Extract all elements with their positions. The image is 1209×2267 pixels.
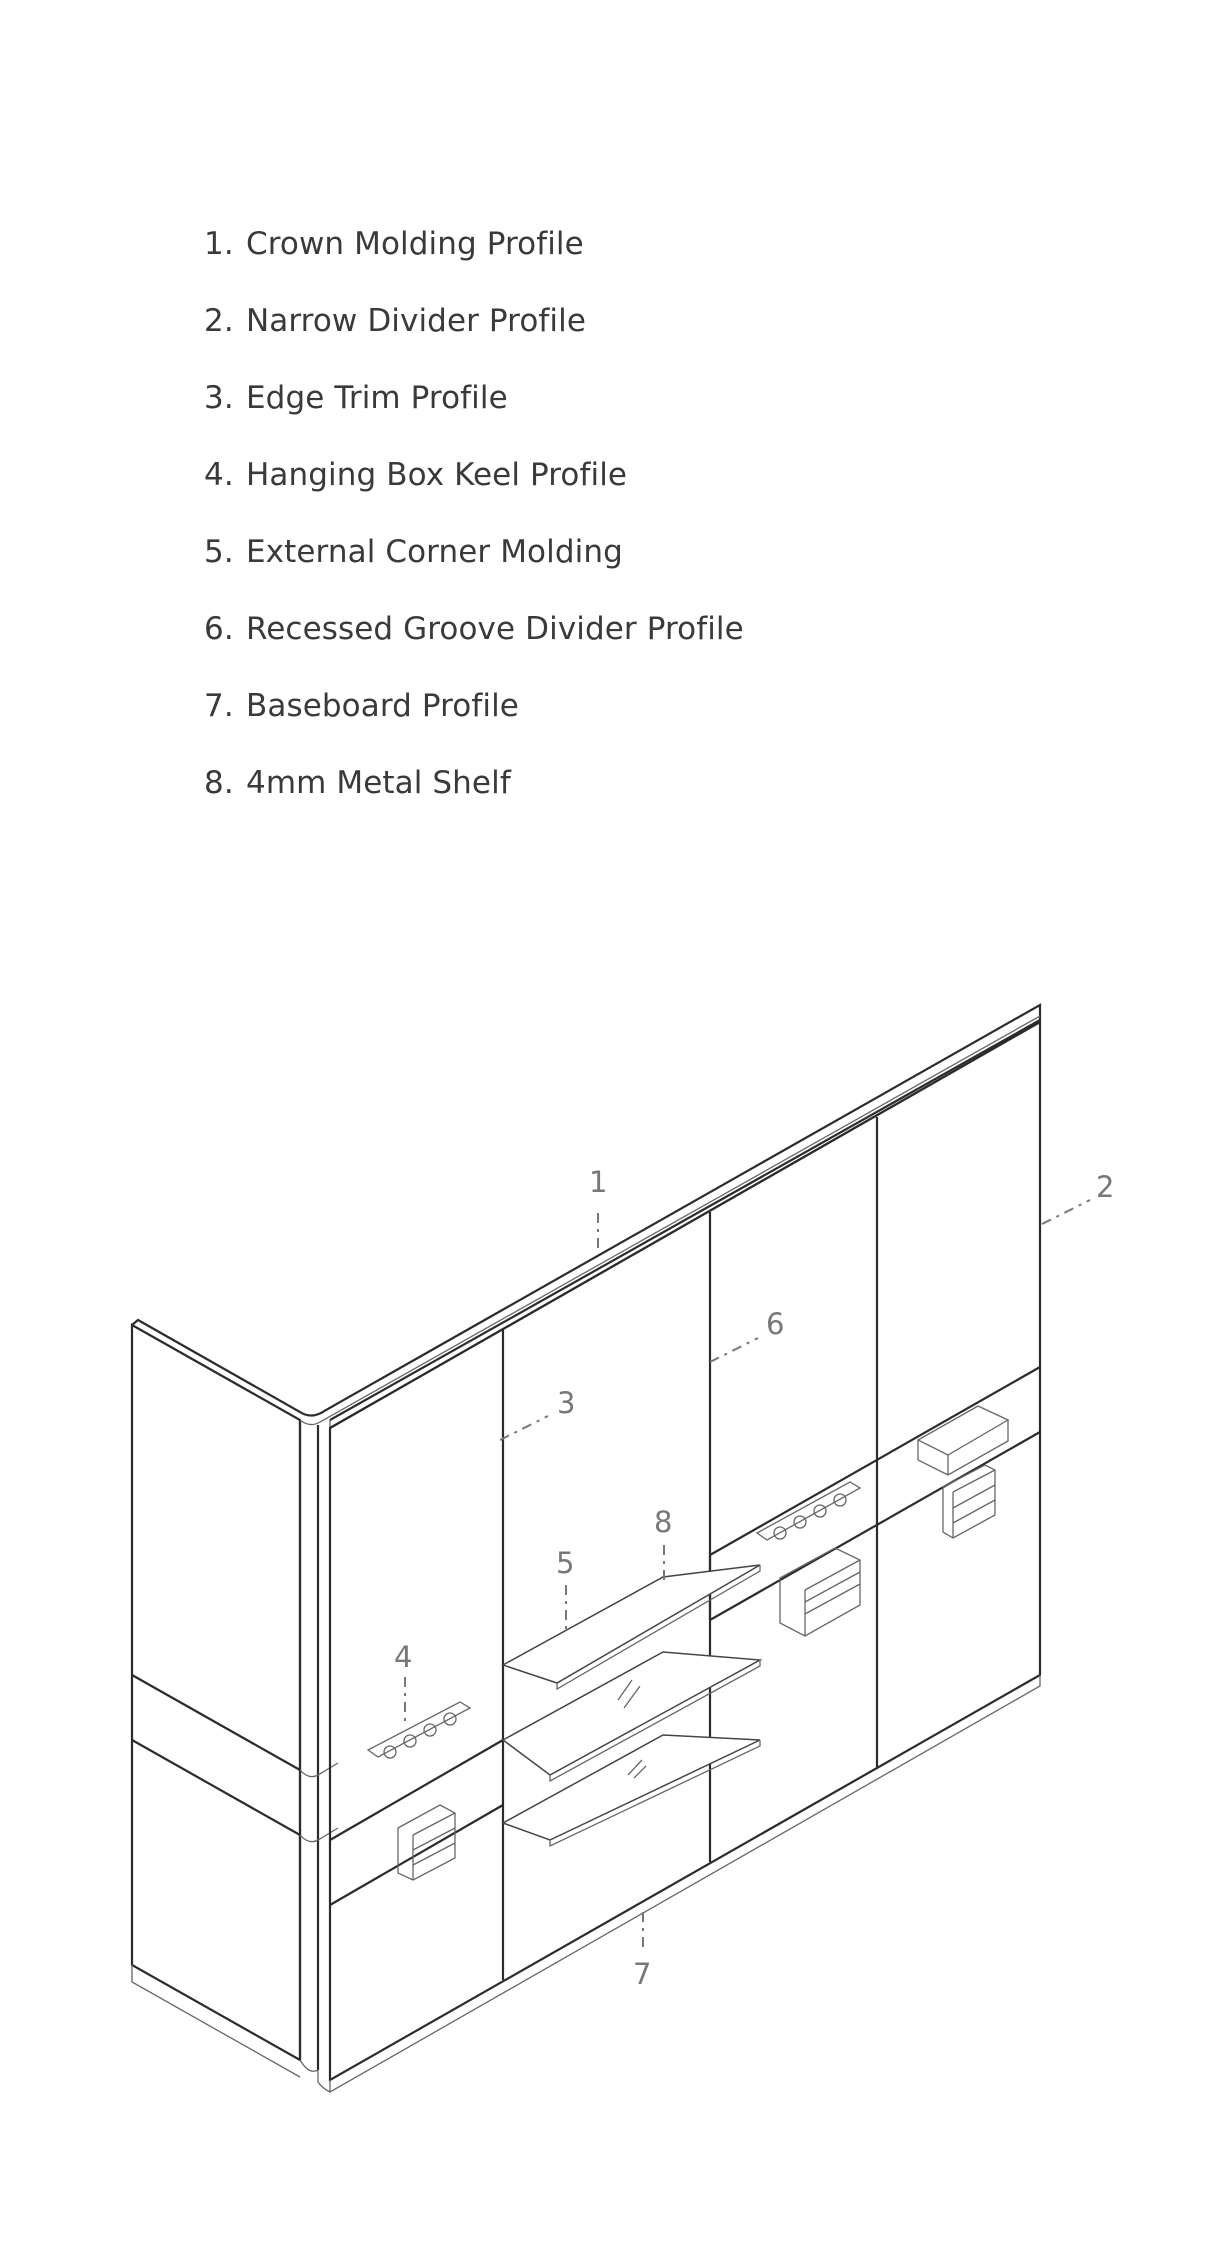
- legend-item: [204, 303, 744, 380]
- legend-label: Hanging Box Keel Profile: [246, 457, 628, 493]
- legend-label: Edge Trim Profile: [246, 380, 508, 416]
- legend-item: [204, 534, 744, 611]
- legend-label: Narrow Divider Profile: [246, 303, 587, 339]
- legend-item: [204, 226, 744, 303]
- callout-5: 5: [556, 1546, 575, 1580]
- legend-label: Crown Molding Profile: [246, 226, 584, 262]
- main-front-cabinet: [318, 1022, 1040, 2092]
- legend-item: [204, 457, 744, 534]
- legend-item: [204, 611, 744, 688]
- left-wing-cabinet: [132, 1320, 306, 2077]
- profile-legend: [204, 226, 744, 842]
- legend-label: Recessed Groove Divider Profile: [246, 611, 744, 647]
- callout-8: 8: [654, 1505, 673, 1539]
- legend-label: 4mm Metal Shelf: [246, 765, 511, 801]
- callout-4: 4: [394, 1640, 413, 1674]
- callout-7: 7: [633, 1957, 652, 1991]
- legend-number: 8.: [204, 765, 234, 801]
- legend-item: [204, 688, 744, 765]
- legend-number: 5.: [204, 534, 234, 570]
- legend-number: 3.: [204, 380, 234, 416]
- callout-6: 6: [766, 1307, 785, 1341]
- callout-2: 2: [1096, 1170, 1115, 1204]
- legend-number: 1.: [204, 226, 234, 262]
- legend-item: [204, 765, 744, 842]
- cabinet-isometric-diagram: [0, 980, 1209, 2130]
- callout-1: 1: [589, 1165, 608, 1199]
- legend-number: 7.: [204, 688, 234, 724]
- external-corner-molding-shape: [300, 1420, 338, 2071]
- legend-number: 6.: [204, 611, 234, 647]
- legend-label: Baseboard Profile: [246, 688, 519, 724]
- crown-molding-shape: [132, 1005, 1040, 1428]
- legend-item: [204, 380, 744, 457]
- callout-leaders: [405, 1200, 1090, 1948]
- legend-label: External Corner Molding: [246, 534, 623, 570]
- metal-shelves: [503, 1565, 760, 1846]
- legend-number: 4.: [204, 457, 234, 493]
- callout-3: 3: [557, 1386, 576, 1420]
- hanging-accessories: [368, 1406, 1008, 1880]
- legend-number: 2.: [204, 303, 234, 339]
